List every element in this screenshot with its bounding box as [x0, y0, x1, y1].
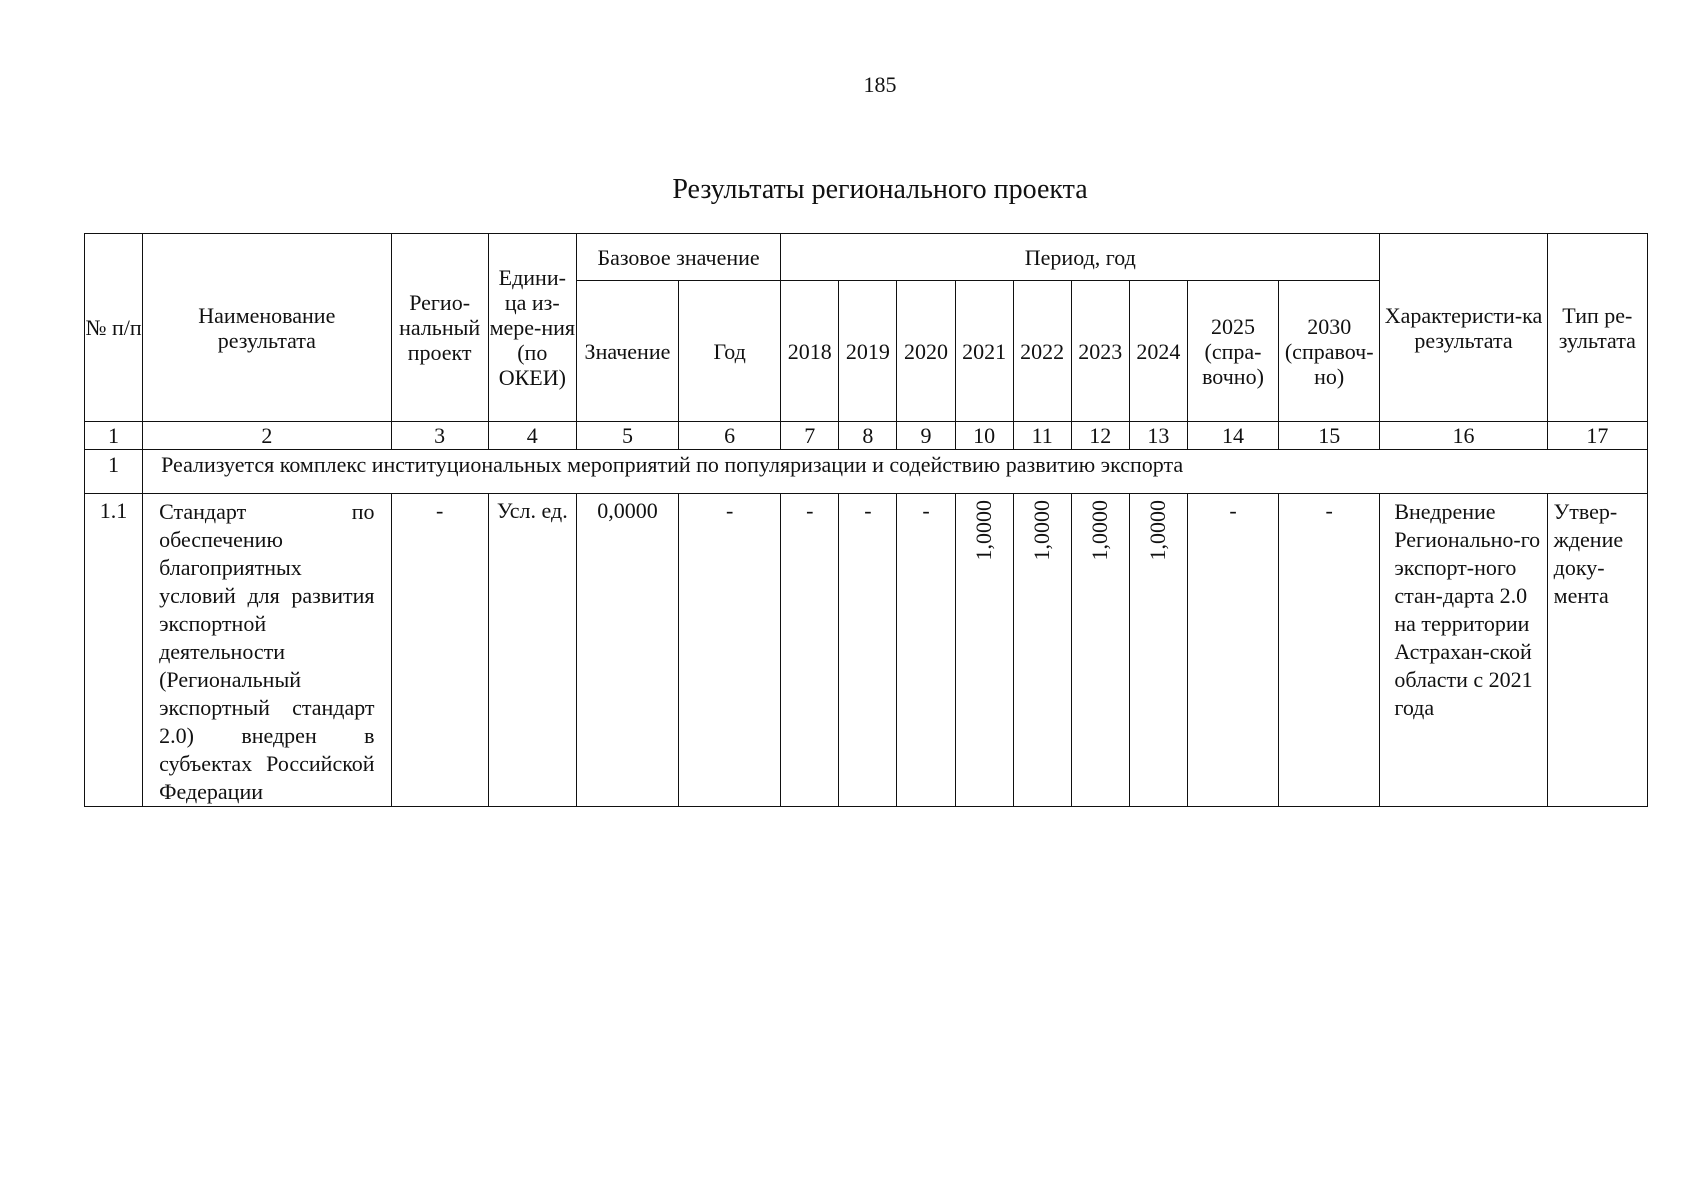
value-2024: 1,0000 [1145, 500, 1171, 561]
header-2023: 2023 [1071, 281, 1129, 422]
column-numbers-row [85, 422, 1648, 450]
section-title: Реализуется комплекс институциональных мероприятий по популяризации и содействию развитию экспорта [143, 450, 1648, 494]
column-number: 3 [391, 422, 488, 450]
header-type: Тип ре-зультата [1547, 234, 1647, 422]
column-number: 15 [1279, 422, 1380, 450]
value-2025: - [1187, 494, 1278, 807]
column-number: 13 [1129, 422, 1187, 450]
base-value: 0,0000 [576, 494, 678, 807]
value-2019: - [839, 494, 897, 807]
header-num: № п/п [85, 234, 143, 422]
header-2022: 2022 [1013, 281, 1071, 422]
column-number: 1 [85, 422, 143, 450]
unit-value: Усл. ед. [488, 494, 576, 807]
value-2022: 1,0000 [1029, 500, 1055, 561]
results-table [84, 233, 1648, 807]
value-2020: - [897, 494, 955, 807]
column-number: 12 [1071, 422, 1129, 450]
header-2018: 2018 [781, 281, 839, 422]
page-number: 185 [863, 72, 897, 97]
header-2030: 2030 (справоч-но) [1279, 281, 1380, 422]
section-num: 1 [85, 450, 143, 494]
regional-project-value: - [391, 494, 488, 807]
value-2030: - [1279, 494, 1380, 807]
value-2021-cell [955, 494, 1013, 807]
column-number: 10 [955, 422, 1013, 450]
section-row [85, 450, 1648, 494]
column-number: 5 [576, 422, 678, 450]
column-number: 11 [1013, 422, 1071, 450]
header-period-group: Период, год [781, 234, 1380, 281]
result-characteristic: Внедрение Регионально-го экспорт-ного стан-дарта 2.0 на территории Астрахан-ской области с 2021 года [1380, 494, 1547, 807]
document-title: Результаты регионального проекта [672, 174, 1088, 205]
header-2025: 2025 (спра-вочно) [1187, 281, 1278, 422]
header-year: Год [679, 281, 781, 422]
column-number: 14 [1187, 422, 1278, 450]
header-row-1 [85, 234, 1648, 281]
base-year: - [679, 494, 781, 807]
column-number: 17 [1547, 422, 1647, 450]
value-2023: 1,0000 [1087, 500, 1113, 561]
column-number: 2 [143, 422, 391, 450]
header-name: Наименование результата [143, 234, 391, 422]
column-number: 7 [781, 422, 839, 450]
header-base-value-group: Базовое значение [576, 234, 780, 281]
value-2018: - [781, 494, 839, 807]
column-number: 8 [839, 422, 897, 450]
header-unit: Едини-ца из-мере-ния (по ОКЕИ) [488, 234, 576, 422]
column-number: 4 [488, 422, 576, 450]
result-name: Стандарт по обеспечению благоприятных условий для развития экспортной деятельности (Региональный экспортный стандарт 2.0) внедрен в субъектах Российской Федерации [143, 494, 391, 807]
column-number: 6 [679, 422, 781, 450]
value-2022-cell [1013, 494, 1071, 807]
header-regional-project: Регио-нальный проект [391, 234, 488, 422]
value-2024-cell [1129, 494, 1187, 807]
result-type: Утвер-ждение доку-мента [1547, 494, 1647, 807]
column-number: 9 [897, 422, 955, 450]
header-value: Значение [576, 281, 678, 422]
table-row [85, 494, 1648, 807]
row-num: 1.1 [85, 494, 143, 807]
value-2021: 1,0000 [971, 500, 997, 561]
header-2024: 2024 [1129, 281, 1187, 422]
header-2020: 2020 [897, 281, 955, 422]
header-2021: 2021 [955, 281, 1013, 422]
header-characteristic: Характеристи-ка результата [1380, 234, 1547, 422]
value-2023-cell [1071, 494, 1129, 807]
column-number: 16 [1380, 422, 1547, 450]
header-2019: 2019 [839, 281, 897, 422]
